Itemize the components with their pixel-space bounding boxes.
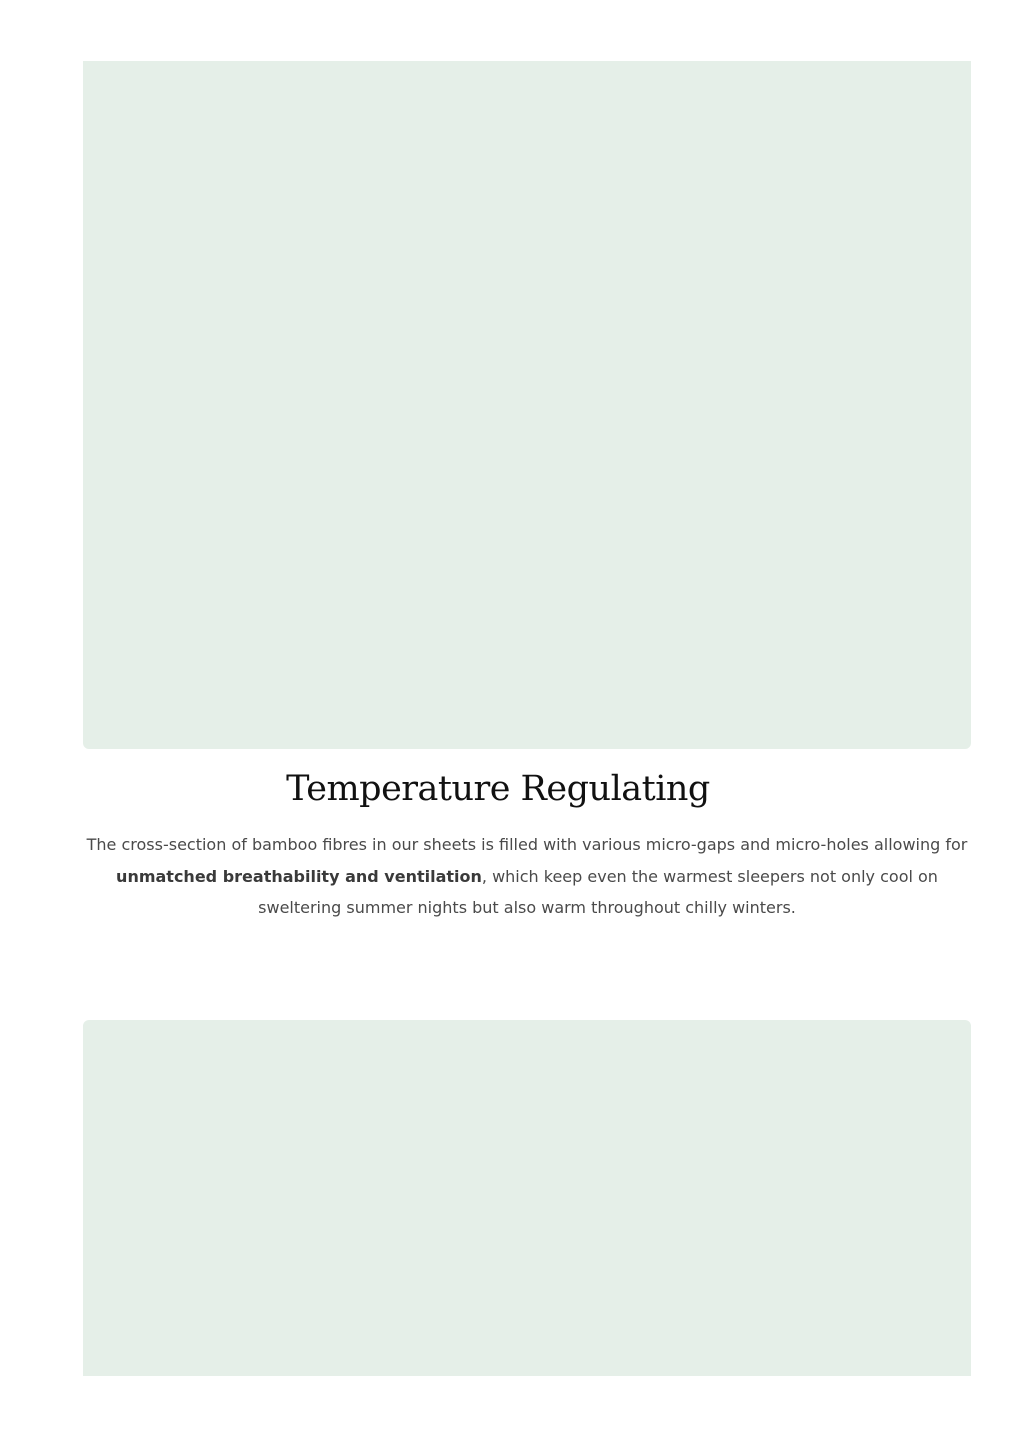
feature-description bbox=[83, 829, 971, 924]
feature-description-highlight: unmatched breathability and ventilation bbox=[116, 866, 482, 886]
feature-title: Temperature Regulating bbox=[286, 769, 710, 809]
feature-description-outro: , which keep even the warmest sleepers not only cool on sweltering summer nights but also warm throughout chilly winters. bbox=[258, 866, 938, 917]
next-feature-image-panel bbox=[83, 1020, 971, 1376]
feature-description-intro: The cross-section of bamboo fibres in our sheets is filled with various micro-gaps and micro-holes allowing for bbox=[86, 835, 968, 854]
feature-image-panel bbox=[83, 61, 971, 749]
